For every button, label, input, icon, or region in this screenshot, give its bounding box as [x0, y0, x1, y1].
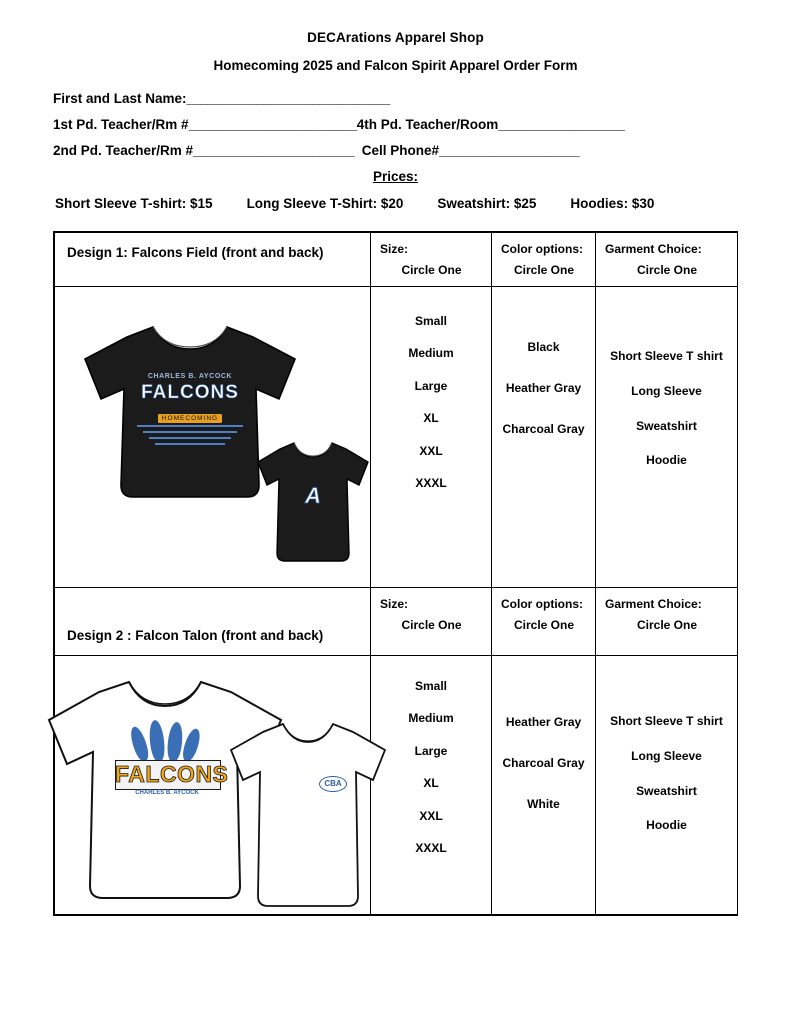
design1-back-school-text: CHARLES B. AYCOCK: [147, 373, 233, 380]
size-option[interactable]: XXXL: [415, 475, 447, 490]
design1-color-list: [492, 287, 595, 467]
page-subtitle: Homecoming 2025 and Falcon Spirit Apparel Order Form: [213, 58, 578, 73]
field-period2-label: 2nd Pd. Teacher/Rm #: [53, 143, 194, 158]
garment-option[interactable]: Short Sleeve T shirt: [610, 349, 723, 363]
garment-header-sub: Circle One: [636, 618, 698, 632]
table-row: [55, 233, 738, 287]
color-option[interactable]: Heather Gray: [505, 715, 582, 729]
design1-title: Design 1: Falcons Field (front and back): [67, 245, 324, 260]
design1-back-banner: HOMECOMING: [147, 407, 233, 425]
field-period4-label: 4th Pd. Teacher/Room: [356, 117, 499, 132]
size-header-sub: Circle One: [401, 618, 462, 632]
page-title: DECArations Apparel Shop: [307, 30, 484, 45]
design2-color-options: [492, 656, 596, 915]
design2-garment-header: [596, 588, 738, 656]
field-period1-blank[interactable]: ________________________: [188, 117, 357, 132]
design1-size-options: [371, 287, 492, 588]
size-option[interactable]: XXL: [419, 443, 443, 458]
size-header-sub: Circle One: [401, 263, 462, 277]
field-name-blank[interactable]: _____________________________: [186, 91, 390, 106]
design2-front-shirt: [223, 714, 393, 914]
design1-swoosh-4: [155, 443, 225, 445]
size-option[interactable]: XXXL: [415, 840, 447, 855]
size-option[interactable]: Medium: [408, 346, 454, 361]
prices-row: [0, 196, 791, 211]
design1-size-header: [371, 233, 492, 287]
garment-option[interactable]: Long Sleeve: [631, 383, 702, 398]
form-fields: [0, 91, 791, 158]
design2-title: Design 2 : Falcon Talon (front and back): [67, 628, 324, 643]
garment-header-sub: Circle One: [636, 263, 698, 277]
field-period1-row: [53, 117, 751, 132]
design2-color-header: [492, 588, 596, 656]
color-header-label: Color options:: [501, 242, 583, 256]
prices-heading-text: Prices:: [372, 169, 419, 184]
size-option[interactable]: Small: [414, 679, 447, 693]
order-table-wrap: [53, 231, 738, 916]
size-header-label: Size:: [380, 597, 409, 611]
color-option[interactable]: Black: [527, 340, 560, 354]
garment-header-label: Garment Choice:: [605, 242, 702, 256]
design2-color-list: [492, 656, 595, 842]
title-block: [0, 0, 791, 73]
design1-front-letter: A: [305, 483, 321, 508]
garment-option[interactable]: Sweatshirt: [636, 418, 697, 433]
garment-option[interactable]: Sweatshirt: [636, 783, 697, 798]
garment-header-label: Garment Choice:: [605, 597, 702, 611]
price-long-sleeve: Long Sleeve T-Shirt: $20: [246, 196, 404, 211]
size-option[interactable]: XL: [423, 411, 439, 426]
design1-artwork-cell: [55, 287, 371, 588]
price-sweatshirt: Sweatshirt: $25: [437, 196, 537, 211]
design2-art-stage: [55, 656, 370, 914]
field-name-label: First and Last Name:: [53, 91, 187, 106]
design1-swoosh-2: [143, 431, 237, 433]
size-option[interactable]: Small: [414, 314, 447, 328]
color-header-sub: Circle One: [513, 263, 575, 277]
design1-swoosh-3: [149, 437, 231, 439]
design2-back-sub-text: CHARLES B. AYCOCK: [135, 790, 199, 796]
design1-garment-options: [596, 287, 738, 588]
field-period1-label: 1st Pd. Teacher/Rm #: [53, 117, 189, 132]
color-option[interactable]: White: [527, 796, 560, 811]
design2-size-header: [371, 588, 492, 656]
color-option[interactable]: Charcoal Gray: [502, 755, 585, 770]
garment-option[interactable]: Short Sleeve T shirt: [610, 714, 723, 728]
design1-size-list: [371, 287, 491, 517]
order-table: [54, 232, 738, 915]
field-period2-row: [53, 143, 751, 158]
price-short-sleeve: Short Sleeve T-shirt: $15: [55, 196, 213, 211]
size-option[interactable]: Large: [414, 743, 448, 758]
design2-title-cell: [55, 588, 371, 656]
size-option[interactable]: Medium: [408, 711, 454, 726]
design1-color-header: [492, 233, 596, 287]
table-row: [55, 588, 738, 656]
size-option[interactable]: XL: [423, 776, 439, 791]
color-header-label: Color options:: [501, 597, 583, 611]
price-hoodie: Hoodies: $30: [570, 196, 655, 211]
garment-option[interactable]: Hoodie: [646, 818, 687, 833]
field-cellphone-label: Cell Phone#: [361, 143, 440, 158]
field-period4-blank[interactable]: __________________: [498, 117, 625, 132]
design1-front-shirt: [253, 435, 373, 570]
design1-title-cell: [55, 233, 371, 287]
design1-art-stage: [55, 287, 370, 587]
prices-heading: [0, 169, 791, 184]
size-option[interactable]: XXL: [419, 808, 443, 823]
garment-option[interactable]: Hoodie: [646, 453, 687, 468]
size-header-label: Size:: [380, 242, 409, 256]
field-name-row: [53, 91, 751, 106]
garment-option[interactable]: Long Sleeve: [631, 748, 702, 763]
size-option[interactable]: Large: [414, 378, 448, 393]
design2-garment-options: [596, 656, 738, 915]
color-option[interactable]: Heather Gray: [505, 380, 582, 395]
design2-back-falcons-text: FALCONS: [115, 761, 229, 787]
design1-garment-list: [596, 287, 737, 496]
design1-back-falcons-text: FALCONS: [141, 382, 239, 403]
design1-garment-header: [596, 233, 738, 287]
design1-color-options: [492, 287, 596, 588]
field-cellphone-blank[interactable]: ____________________: [439, 143, 580, 158]
table-row: [55, 656, 738, 915]
design2-garment-list: [596, 656, 737, 861]
design2-artwork-cell: [55, 656, 371, 915]
design2-front-badge: CBA: [319, 776, 347, 792]
color-option[interactable]: Charcoal Gray: [502, 421, 585, 436]
color-header-sub: Circle One: [513, 618, 575, 632]
design1-swoosh-1: [137, 425, 243, 427]
table-row: [55, 287, 738, 588]
field-period2-blank[interactable]: _______________________: [193, 143, 355, 158]
